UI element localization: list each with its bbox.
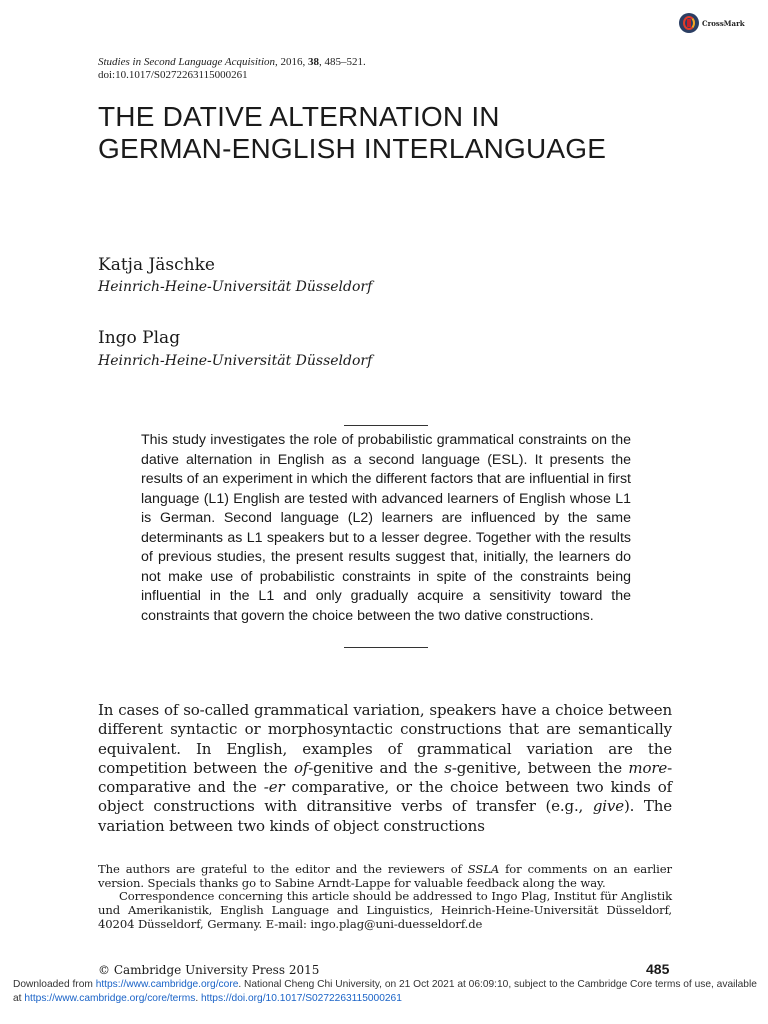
article-title [98, 101, 698, 165]
footnote [98, 863, 672, 932]
journal-name: Studies in Second Language Acquisition [98, 56, 276, 68]
journal-citation [98, 56, 366, 82]
emph-er: -er [263, 778, 285, 797]
journal-volume: 38 [308, 56, 320, 68]
footnote-correspondence: Correspondence concerning this article should be addressed to Ingo Plag, Institut für Anglistik und Amerikanistik, English Language and Linguistics, Heinrich-Heine-Universität Düsseldorf, 40204 Düsseldorf, Germany. E-mail: ingo.plag@uni-duesseldorf.de [98, 889, 672, 931]
footnote-journal: SSLA [467, 862, 500, 876]
author-name-2: Ingo Plag [98, 328, 181, 348]
terms-link[interactable]: https://www.cambridge.org/core/terms [24, 993, 196, 1004]
emph-give: give [592, 797, 624, 816]
journal-doi: doi:10.1017/S0272263115000261 [98, 69, 248, 81]
download-notice: Downloaded from https://www.cambridge.org/core. National Cheng Chi University, on 21 Oct 2021 at 06:09:10, subject to the Cambridge Core terms of use, available at https://www.cambridge.org/core/terms. https://doi.org/10.1017/S0272263115000261 [13, 979, 757, 1004]
footnote-acknowledgement: The authors are grateful to the editor and the reviewers of SSLA for comments on an earlier version. Specials thanks go to Sabine Arndt-Lappe for valuable feedback along the way. [98, 862, 672, 890]
emph-of: of [293, 758, 309, 777]
copyright: © Cambridge University Press 2015 [98, 963, 320, 977]
core-link[interactable]: https://www.cambridge.org/core [95, 979, 239, 990]
body-paragraph: In cases of so-called grammatical variation, speakers have a choice between different syntactic or morphosyntactic constructions that are semantically equivalent. In English, examples of grammatical variation are the competition between the of-genitive and the s-genitive, between the more-comparative and the -er comparative, or the choice between two kinds of object constructions with ditransitive verbs of transfer (e.g., give). The variation between two kinds of object constructions [98, 701, 673, 835]
title-line-2: GERMAN-ENGLISH INTERLANGUAGE [98, 133, 607, 164]
title-line-1: THE DATIVE ALTERNATION IN [98, 101, 500, 132]
crossmark-icon [679, 13, 699, 33]
abstract: This study investigates the role of probabilistic grammatical constraints on the dative alternation in English as a second language (ESL). It presents the results of an experiment in which the different factors that are influential in first language (L1) English are tested with advanced learners of English whose L1 is German. Second language (L2) learners are influenced by the same determinants as L1 speakers but to a lesser degree. Together with the results of previous studies, the present results suggest that, initially, the learners do not make use of probabilistic constraints in spite of the constraints being influential in the L1 and only gradually acquire a sensitivity toward the constraints that govern the choice between the two dative constructions. [141, 432, 631, 624]
author-name-1: Katja Jäschke [98, 255, 215, 275]
journal-pages: , 485–521. [319, 56, 366, 68]
author-affiliation-1: Heinrich-Heine-Universität Düsseldorf [98, 279, 373, 295]
doi-link[interactable]: https://doi.org/10.1017/S0272263115000261 [200, 993, 402, 1004]
emph-s: s [444, 758, 452, 777]
abstract-top-rule [344, 425, 428, 426]
abstract-bottom-rule [344, 647, 428, 648]
author-affiliation-2: Heinrich-Heine-Universität Düsseldorf [98, 353, 373, 369]
emph-more: more [628, 758, 668, 777]
journal-year: , 2016, [275, 56, 309, 68]
page-number: 485 [646, 961, 670, 977]
crossmark-label: CrossMark [702, 18, 745, 28]
crossmark-badge[interactable] [679, 12, 745, 34]
